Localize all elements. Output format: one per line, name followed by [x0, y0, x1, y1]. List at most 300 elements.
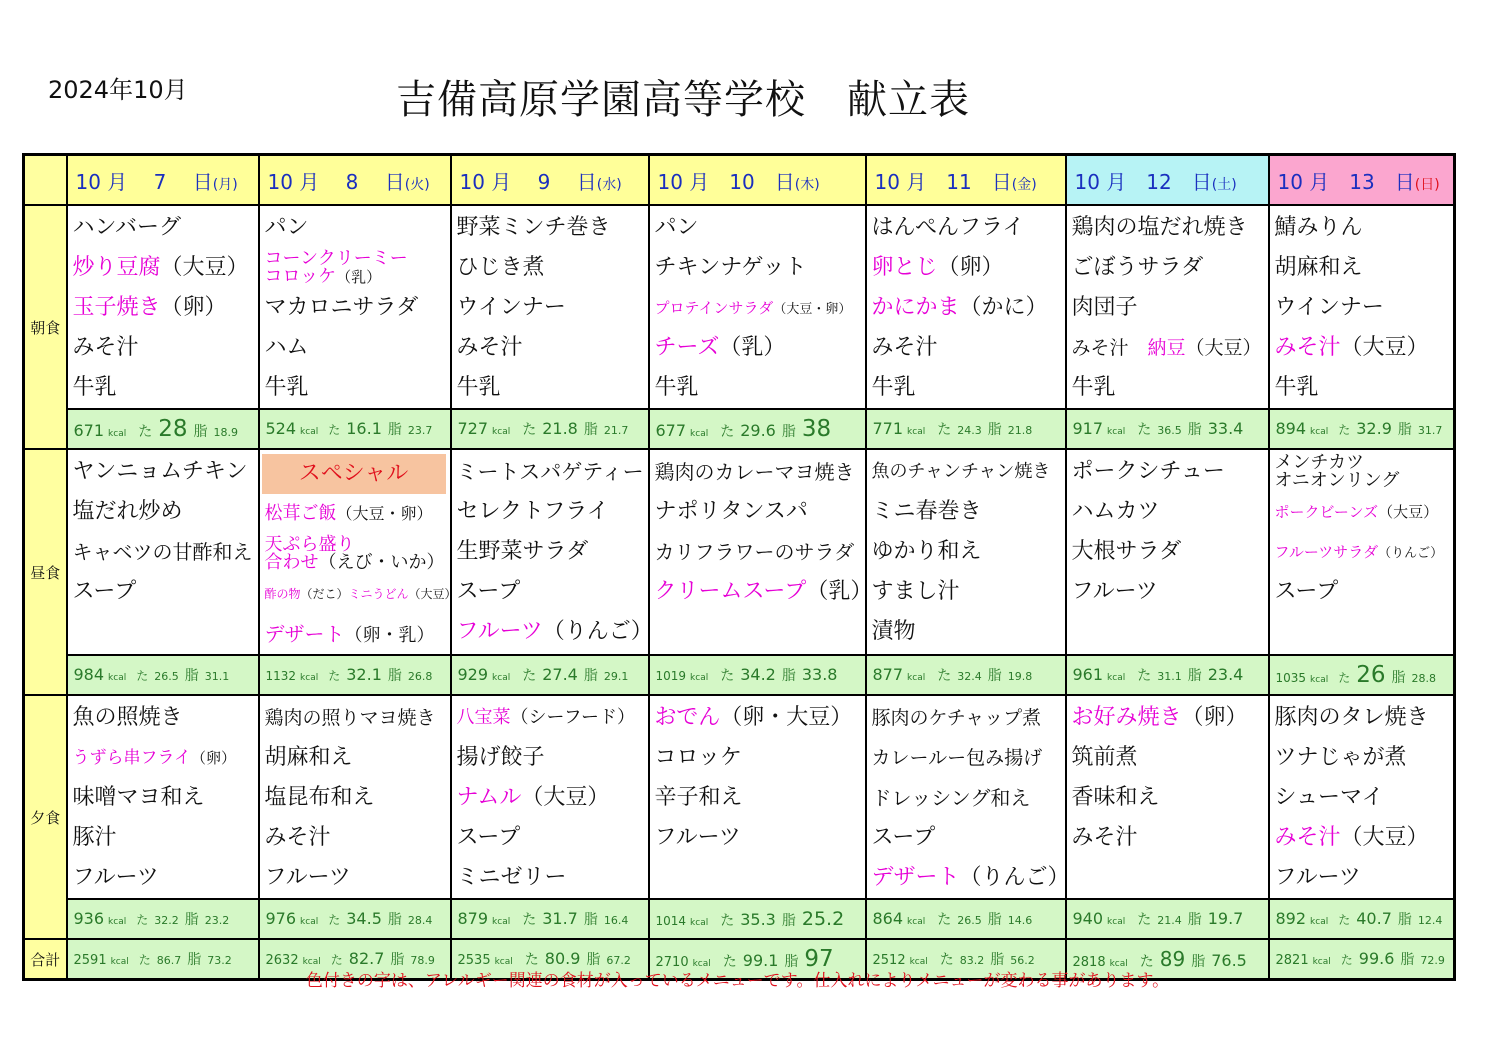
- fat-label: 脂: [1397, 912, 1412, 928]
- protein-value: 32.1: [346, 665, 382, 684]
- kcal-value: 940: [1072, 909, 1104, 928]
- protein-label: た: [937, 912, 952, 928]
- allergen-note: （大豆）: [408, 587, 457, 601]
- protein-value: 32.4: [957, 670, 982, 683]
- kcal-unit: kcal: [692, 959, 711, 969]
- kcal-unit: kcal: [300, 427, 319, 437]
- menu-item: みそ汁: [456, 335, 523, 360]
- protein-label: た: [937, 422, 952, 438]
- protein-value: 99.6: [1358, 949, 1395, 968]
- nutrition-cell: [259, 899, 451, 939]
- menu-cell: [451, 449, 653, 655]
- protein-label: た: [138, 424, 153, 440]
- protein-label: た: [1139, 954, 1154, 970]
- menu-cell: [1066, 695, 1269, 899]
- kcal-unit: kcal: [1310, 675, 1329, 685]
- fat-value: 33.8: [801, 665, 838, 684]
- menu-item: [1072, 612, 1268, 652]
- fat-label: 脂: [387, 912, 402, 928]
- allergen-note: （えび・いか）: [318, 552, 445, 573]
- nutrition-cell: [451, 409, 649, 449]
- nutrition-cell: [67, 409, 259, 449]
- kcal-value: 984: [73, 665, 105, 684]
- weekday-text: (日): [1414, 176, 1440, 193]
- kcal-unit: kcal: [1107, 427, 1126, 437]
- kcal-value: 1132: [265, 669, 297, 683]
- kcal-value: 771: [872, 419, 904, 438]
- nutrition-cell: [866, 899, 1066, 939]
- fat-label: 脂: [1191, 954, 1206, 970]
- allergen-note: （だこ）: [300, 587, 349, 601]
- fat-value: 78.9: [410, 954, 435, 967]
- menu-item: [73, 612, 258, 652]
- nutrition-cell: [1066, 899, 1269, 939]
- protein-value: 29.6: [740, 421, 776, 440]
- fat-label: 脂: [184, 912, 199, 928]
- lunch-nutrition-row: [24, 655, 1455, 695]
- date-header-row: [24, 155, 1455, 206]
- menu-item: 豚肉のタレ焼き: [1274, 705, 1429, 730]
- month-label: 2024年10月: [48, 76, 188, 104]
- allergen-dish: うずら串フライ: [72, 748, 191, 768]
- menu-item: [265, 248, 450, 288]
- fat-label: 脂: [781, 668, 796, 684]
- fat-label: 脂: [187, 952, 202, 968]
- fat-label: 脂: [387, 422, 402, 438]
- allergen-dish: 天ぷら盛り: [264, 534, 355, 555]
- menu-item: [655, 328, 865, 368]
- protein-value: 26.5: [154, 670, 179, 683]
- kcal-value: 892: [1275, 909, 1307, 928]
- protein-label: た: [138, 953, 151, 967]
- menu-item: 大根サラダ: [1071, 539, 1182, 564]
- menu-cell: [67, 449, 259, 655]
- date-text: 10 月 7 日: [75, 169, 213, 194]
- menu-item: 香味和え: [1071, 785, 1160, 810]
- fat-value: 56.2: [1010, 954, 1035, 967]
- fat-label: 脂: [586, 952, 601, 968]
- protein-value: 34.5: [346, 909, 382, 928]
- allergen-note: （りんご）: [542, 619, 653, 644]
- menu-item: 塩だれ炒め: [72, 499, 183, 524]
- protein-label: た: [720, 913, 735, 929]
- date-cell: [451, 155, 649, 206]
- menu-cell: [67, 695, 259, 899]
- allergen-dish: 卵とじ: [871, 255, 938, 280]
- menu-item: ウインナー: [456, 295, 566, 320]
- weekday-text: (月): [212, 176, 238, 193]
- protein-label: た: [722, 954, 737, 970]
- menu-item: ウインナー: [1274, 295, 1384, 320]
- menu-item: みそ汁: [72, 335, 139, 360]
- nutrition-cell: [649, 655, 866, 695]
- breakfast-label: 朝食: [24, 205, 67, 449]
- allergen-dish: コーンクリーミー: [264, 248, 408, 269]
- protein-value: 34.2: [740, 665, 776, 684]
- menu-item: ナポリタンスパ: [654, 499, 808, 524]
- menu-item: セレクトフライ: [456, 499, 609, 524]
- kcal-unit: kcal: [492, 427, 511, 437]
- menu-cell: [67, 205, 259, 409]
- kcal-value: 1019: [655, 669, 687, 683]
- menu-item: 牛乳: [72, 375, 117, 400]
- menu-item: [871, 858, 1070, 898]
- fat-value: 31.7: [1417, 424, 1443, 437]
- protein-value: 32.9: [1356, 419, 1392, 438]
- menu-item: [73, 248, 258, 288]
- menu-item: 辛子和え: [654, 785, 743, 810]
- allergen-note: （卵）: [191, 749, 237, 767]
- menu-item: 野菜ミンチ巻き: [456, 215, 611, 240]
- fat-value: 97: [804, 946, 834, 972]
- protein-value: 32.2: [154, 914, 179, 927]
- weekday-text: (水): [596, 176, 622, 193]
- menu-cell: [451, 695, 649, 899]
- menu-cell: [259, 449, 457, 655]
- kcal-value: 879: [457, 909, 489, 928]
- protein-label: た: [720, 424, 735, 440]
- protein-label: た: [720, 668, 735, 684]
- menu-cell: [649, 205, 866, 409]
- menu-item: [1275, 532, 1454, 572]
- fat-value: 23.7: [407, 424, 433, 437]
- kcal-unit: kcal: [108, 917, 127, 927]
- date-text: 10 月 10 日: [657, 169, 795, 194]
- fat-value: 14.6: [1007, 914, 1033, 927]
- protein-value: 21.4: [1157, 914, 1182, 927]
- allergen-dish: 納豆: [1147, 337, 1186, 359]
- kcal-unit: kcal: [1107, 673, 1126, 683]
- kcal-value: 929: [457, 665, 489, 684]
- fat-label: 脂: [1400, 952, 1415, 968]
- protein-value: 99.1: [742, 951, 779, 970]
- protein-value: 83.2: [959, 954, 985, 967]
- kcal-value: 1035: [1275, 671, 1307, 685]
- menu-item: [655, 288, 865, 328]
- menu-item: ごぼうサラダ: [1071, 255, 1204, 280]
- kcal-value: 2821: [1275, 953, 1309, 968]
- protein-label: た: [1340, 953, 1353, 967]
- menu-item: ミニ春巻き: [871, 499, 982, 524]
- menu-cell: [866, 449, 1066, 655]
- kcal-value: 894: [1275, 419, 1307, 438]
- protein-label: た: [136, 669, 149, 683]
- menu-item: スープ: [72, 579, 137, 604]
- menu-item: フルーツ: [654, 825, 741, 850]
- nutrition-cell: [866, 409, 1066, 449]
- date-cell: [67, 155, 259, 206]
- date-text: 10 月 13 日: [1277, 169, 1415, 194]
- menu-table: [22, 153, 1456, 981]
- menu-cell: [1066, 449, 1269, 655]
- allergen-dish: 酢の物: [264, 587, 301, 601]
- fat-label: 脂: [1187, 668, 1202, 684]
- allergen-note: （かに）: [959, 295, 1048, 320]
- menu-item: [73, 288, 258, 328]
- menu-item: 味噌マヨ和え: [72, 785, 205, 810]
- allergen-dish: お好み焼き: [1071, 705, 1182, 730]
- menu-item: 牛乳: [1274, 375, 1319, 400]
- kcal-unit: kcal: [690, 673, 709, 683]
- protein-value: 21.8: [542, 419, 578, 438]
- menu-dish: メンチカツ: [1274, 452, 1365, 473]
- protein-label: た: [1137, 912, 1152, 928]
- menu-item: 鶏肉の照りマヨ焼き: [264, 707, 436, 729]
- allergen-dish: みそ汁: [1274, 825, 1341, 850]
- menu-cell: [451, 205, 649, 409]
- nutrition-cell: [866, 655, 1066, 695]
- allergen-note: （大豆）: [160, 255, 249, 280]
- kcal-unit: kcal: [494, 957, 513, 967]
- protein-value: 26.5: [957, 914, 982, 927]
- menu-item: スープ: [456, 579, 521, 604]
- menu-item: [456, 612, 653, 652]
- menu-item: 漬物: [871, 619, 916, 644]
- total-label: 合計: [24, 939, 67, 980]
- kcal-value: 2818: [1072, 955, 1106, 970]
- menu-item: [1275, 492, 1454, 532]
- allergen-dish: 炒り豆腐: [72, 255, 161, 280]
- menu-item: 筑前煮: [1071, 745, 1138, 770]
- fat-value: 73.2: [207, 954, 232, 967]
- allergen-note: （大豆・卵）: [773, 302, 852, 317]
- menu-item: 胡麻和え: [1274, 255, 1363, 280]
- protein-value: 86.7: [156, 954, 182, 967]
- allergen-note: （卵・乳）: [344, 625, 435, 646]
- menu-cell: [1269, 695, 1455, 899]
- date-text: 10 月 11 日: [874, 169, 1012, 194]
- kcal-unit: kcal: [300, 917, 319, 927]
- allergen-dish: ナムル: [456, 785, 522, 810]
- fat-value: 16.4: [603, 914, 629, 927]
- allergen-note: （大豆・卵）: [336, 504, 433, 523]
- allergen-dish: 松茸ご飯: [264, 503, 337, 524]
- allergen-note: （卵・大豆）: [720, 705, 853, 730]
- kcal-unit: kcal: [1312, 957, 1331, 967]
- protein-value: 24.3: [957, 424, 982, 437]
- kcal-unit: kcal: [907, 917, 926, 927]
- fat-label: 脂: [1187, 912, 1202, 928]
- allergen-note: （卵）: [160, 295, 227, 320]
- fat-value: 33.4: [1207, 419, 1244, 438]
- kcal-value: 727: [457, 419, 489, 438]
- menu-item: パン: [654, 215, 699, 240]
- menu-cell: [649, 695, 866, 899]
- date-cell-sunday: [1269, 155, 1455, 206]
- menu-item: [1072, 328, 1268, 368]
- menu-cell: [649, 449, 873, 655]
- nutrition-cell: [451, 899, 649, 939]
- menu-item: [457, 698, 648, 738]
- protein-label: た: [522, 668, 537, 684]
- protein-value: 28: [158, 416, 188, 442]
- allergen-note: （大豆）: [521, 785, 610, 810]
- protein-value: 16.1: [346, 419, 382, 438]
- allergen-dish: ミニうどん: [348, 587, 409, 601]
- allergen-dish: みそ汁: [1274, 335, 1341, 360]
- fat-label: 脂: [583, 422, 598, 438]
- menu-item: 豚肉のケチャップ煮: [871, 707, 1042, 729]
- nutrition-cell: [1066, 655, 1269, 695]
- protein-value: 31.1: [1157, 670, 1182, 683]
- fat-value: 12.4: [1417, 914, 1443, 927]
- menu-item: [872, 248, 1065, 288]
- menu-item: 塩昆布和え: [264, 785, 375, 810]
- fat-label: 脂: [987, 422, 1002, 438]
- menu-item: [73, 738, 258, 778]
- nutrition-cell: [649, 899, 866, 939]
- allergen-dish: かにかま: [871, 295, 960, 320]
- allergen-dish: プロテインサラダ: [654, 299, 774, 317]
- kcal-unit: kcal: [1310, 917, 1329, 927]
- menu-item: みそ汁: [871, 335, 938, 360]
- kcal-unit: kcal: [300, 673, 319, 683]
- fat-value: 67.2: [606, 954, 631, 967]
- dinner-label: 夕食: [24, 695, 67, 939]
- protein-label: た: [522, 912, 537, 928]
- protein-label: た: [136, 913, 149, 927]
- menu-item: ミートスパゲティー: [456, 460, 644, 484]
- kcal-value: 2710: [655, 955, 689, 970]
- kcal-unit: kcal: [690, 429, 709, 439]
- kcal-unit: kcal: [907, 427, 926, 437]
- nutrition-cell: [1269, 655, 1455, 695]
- fat-value: 25.2: [801, 908, 845, 930]
- protein-value: 27.4: [542, 665, 578, 684]
- date-cell: [866, 155, 1066, 206]
- menu-cell: [259, 695, 451, 899]
- allergen-note: （乳）: [719, 335, 786, 360]
- menu-item: 肉団子: [1071, 295, 1138, 320]
- date-text: 10 月 12 日: [1074, 169, 1212, 194]
- kcal-value: 671: [73, 421, 105, 440]
- allergy-footnote: 色付きの字は、アレルギー関連の食材が入っているメニューです。仕入れによりメニューが変わる事があります。: [305, 971, 1170, 991]
- menu-item: ハンバーグ: [72, 215, 181, 240]
- kcal-unit: kcal: [108, 429, 127, 439]
- menu-item: シューマイ: [1274, 785, 1384, 810]
- menu-item: [655, 858, 865, 898]
- fat-value: 23.2: [204, 914, 230, 927]
- menu-item: スープ: [871, 825, 936, 850]
- menu-item: ドレッシング和え: [871, 786, 1031, 810]
- allergen-note: （卵）: [937, 255, 1004, 280]
- fat-value: 26.8: [407, 670, 433, 683]
- weekday-text: (火): [404, 176, 430, 193]
- fat-value: 21.7: [603, 424, 629, 437]
- menu-cell: [1269, 449, 1455, 655]
- kcal-value: 864: [872, 909, 904, 928]
- protein-value: 40.7: [1356, 909, 1392, 928]
- menu-item: カリフラワーのサラダ: [654, 540, 855, 564]
- menu-item: 牛乳: [1071, 375, 1116, 400]
- menu-cell: [259, 205, 451, 409]
- allergen-dish: おでん: [654, 705, 721, 730]
- fat-value: 29.1: [603, 670, 629, 683]
- fat-label: 脂: [987, 668, 1002, 684]
- fat-label: 脂: [387, 668, 402, 684]
- menu-item: みそ汁: [264, 825, 331, 850]
- protein-label: た: [330, 953, 343, 967]
- menu-item: 生野菜サラダ: [456, 539, 589, 564]
- menu-dish: みそ汁: [1071, 337, 1148, 359]
- nutrition-cell: [259, 655, 451, 695]
- menu-item: スープ: [456, 825, 521, 850]
- menu-item: 胡麻和え: [264, 745, 353, 770]
- menu-item: すまし汁: [871, 579, 960, 604]
- allergen-dish: クリームスープ: [654, 579, 807, 604]
- menu-item: [265, 494, 450, 534]
- date-cell: [259, 155, 451, 206]
- menu-item: はんぺんフライ: [871, 215, 1025, 240]
- menu-item: [264, 574, 457, 614]
- protein-label: た: [937, 668, 952, 684]
- menu-item: [655, 698, 865, 738]
- nutrition-cell: [1066, 409, 1269, 449]
- menu-item: 牛乳: [654, 375, 699, 400]
- kcal-value: 2632: [265, 953, 299, 968]
- nutrition-cell: [649, 409, 866, 449]
- kcal-value: 2535: [457, 953, 491, 968]
- protein-value: 89: [1159, 947, 1186, 971]
- allergen-dish: 玉子焼き: [72, 295, 161, 320]
- weekday-text: (金): [1011, 176, 1037, 193]
- kcal-unit: kcal: [302, 957, 321, 967]
- menu-item: [457, 778, 648, 818]
- fat-label: 脂: [583, 912, 598, 928]
- allergen-dish: チーズ: [654, 335, 720, 360]
- breakfast-row: [24, 205, 1455, 409]
- menu-item: [265, 534, 450, 574]
- allergen-note: （大豆）: [1340, 335, 1429, 360]
- kcal-value: 2591: [73, 953, 107, 968]
- kcal-value: 1014: [655, 914, 687, 928]
- lunch-row: [24, 449, 1455, 655]
- protein-label: た: [524, 952, 539, 968]
- protein-label: た: [1338, 423, 1351, 437]
- menu-item: キャベツの甘酢和え: [72, 540, 253, 564]
- menu-item: [1275, 818, 1454, 858]
- kcal-value: 2512: [872, 953, 906, 968]
- kcal-unit: kcal: [690, 918, 709, 928]
- menu-item: 牛乳: [871, 375, 916, 400]
- allergen-note: （シーフード）: [510, 707, 636, 728]
- fat-value: 72.9: [1420, 954, 1445, 967]
- fat-label: 脂: [193, 424, 208, 440]
- menu-dish: オニオンリング: [1274, 470, 1400, 491]
- kcal-unit: kcal: [907, 673, 926, 683]
- allergen-note: （大豆）: [1340, 825, 1429, 850]
- menu-item: ひじき煮: [456, 255, 545, 280]
- menu-item: 牛乳: [456, 375, 501, 400]
- fat-value: 19.7: [1207, 909, 1244, 928]
- fat-label: 脂: [784, 954, 799, 970]
- nutrition-cell: [1269, 899, 1455, 939]
- menu-item: 豚汁: [72, 825, 117, 850]
- menu-item: みそ汁: [1071, 825, 1138, 850]
- fat-label: 脂: [990, 952, 1005, 968]
- nutrition-cell: [67, 655, 259, 695]
- allergen-note: （りんご）: [1378, 546, 1444, 561]
- menu-item: フルーツ: [1274, 865, 1361, 890]
- menu-item: ヤンニョムチキン: [72, 459, 248, 484]
- kcal-unit: kcal: [492, 917, 511, 927]
- fat-value: 76.5: [1211, 951, 1247, 970]
- protein-label: た: [328, 913, 341, 927]
- allergen-note: （乳）: [806, 579, 873, 604]
- menu-cell: [866, 205, 1066, 409]
- protein-label: た: [939, 952, 954, 968]
- menu-item: ツナじゃが煮: [1274, 745, 1407, 770]
